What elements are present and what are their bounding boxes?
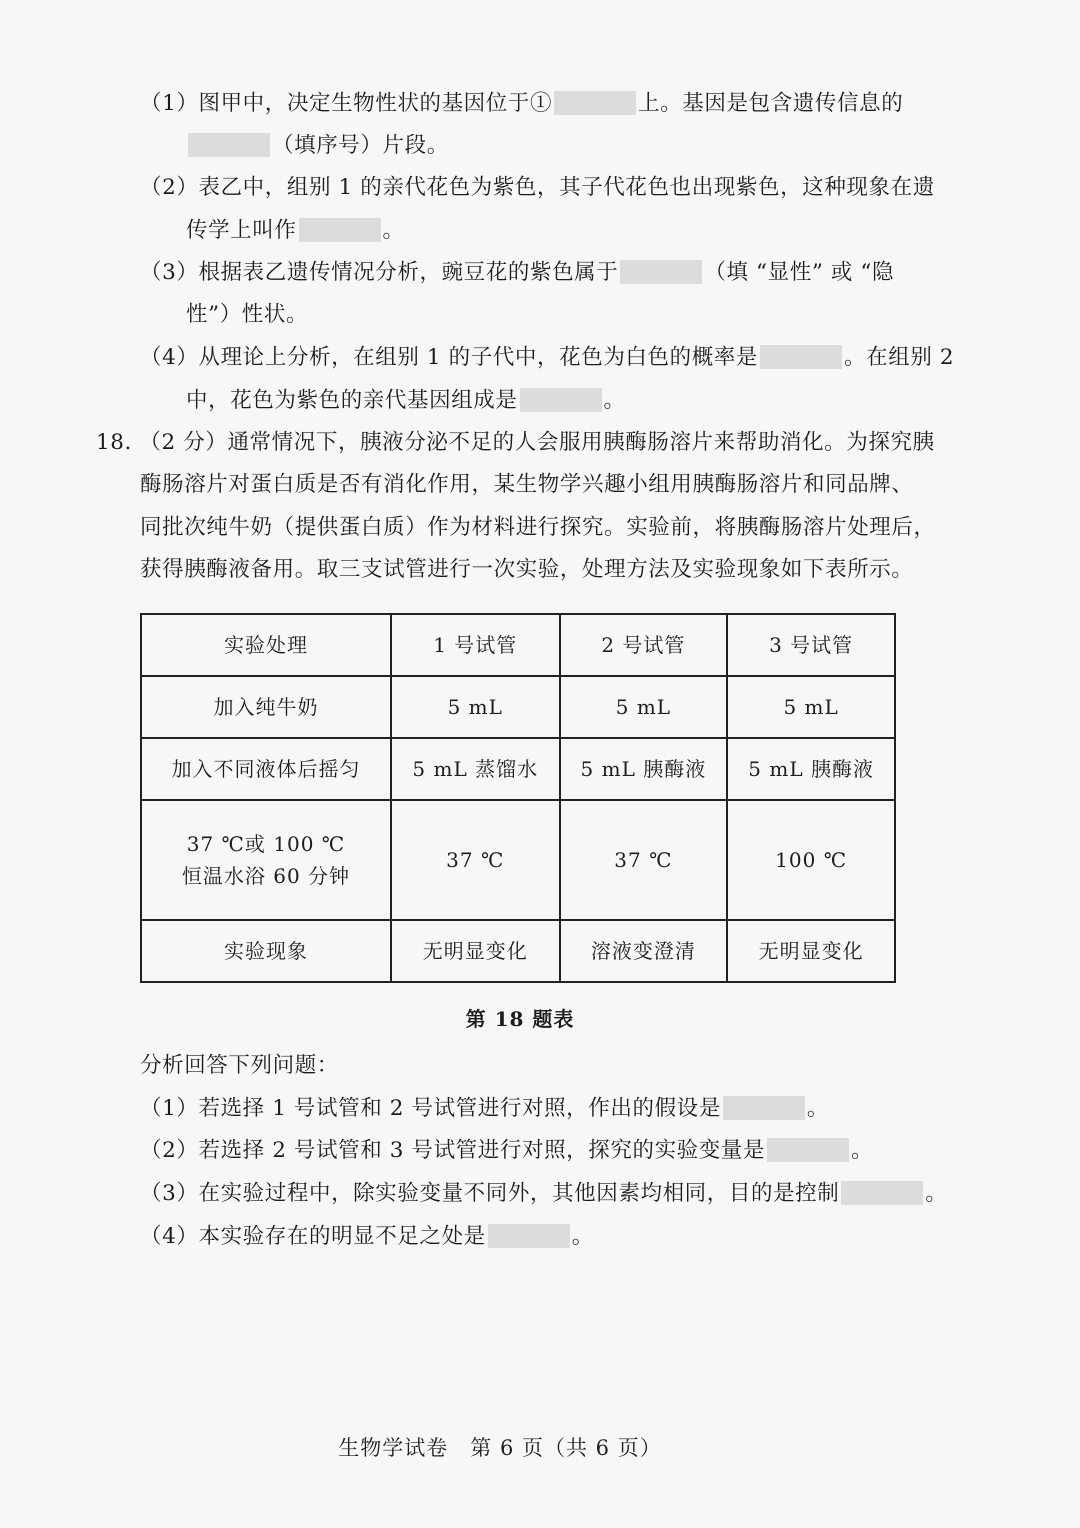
q17-part1-line2: （填序号）片段。 [186, 131, 449, 161]
q17-part3-line2: 性”）性状。 [186, 302, 309, 327]
table-cell: 无明显变化 [391, 920, 560, 982]
answer-blank [841, 1181, 923, 1205]
answer-blank [554, 91, 636, 115]
q18-intro-line4: 获得胰酶液备用。取三支试管进行一次实验，处理方法及实验现象如下表所示。 [140, 557, 914, 582]
q18-intro-line1: 18. （2 分）通常情况下，胰液分泌不足的人会服用胰酶肠溶片来帮助消化。为探究胰 [96, 430, 935, 455]
q17-part1-line1: （1）图甲中，决定生物性状的基因位于① 上。基因是包含遗传信息的 [140, 91, 904, 116]
q18-sub1: （1）若选择 1 号试管和 2 号试管进行对照，作出的假设是 。 [140, 1096, 829, 1121]
table-cell: 100 ℃ [727, 800, 895, 920]
q18-intro-line3: 同批次纯牛奶（提供蛋白质）作为材料进行探究。实验前，将胰酶肠溶片处理后， [140, 515, 936, 540]
answer-blank [520, 388, 602, 412]
table-cell: 37 ℃ [391, 800, 560, 920]
table-cell: 加入纯牛奶 [141, 676, 391, 738]
table-caption: 第 18 题表 [465, 1007, 575, 1031]
table-cell: 无明显变化 [727, 920, 895, 982]
table-row [141, 800, 895, 920]
table-row [141, 676, 895, 738]
table-cell: 1 号试管 [391, 614, 560, 676]
q18-prompt: 分析回答下列问题： [140, 1053, 339, 1078]
table-cell: 加入不同液体后摇匀 [141, 738, 391, 800]
experiment-table [140, 613, 896, 983]
table-cell [141, 800, 391, 920]
answer-blank [188, 133, 270, 157]
q17-part4-line2: 中，花色为紫色的亲代基因组成是 。 [186, 388, 626, 413]
q17-part4-line1: （4）从理论上分析，在组别 1 的子代中，花色为白色的概率是 。在组别 2 [140, 345, 955, 370]
q18-sub2: （2）若选择 2 号试管和 3 号试管进行对照，探究的实验变量是 。 [140, 1138, 874, 1163]
q17-part2-line1: （2）表乙中，组别 1 的亲代花色为紫色，其子代花色也出现紫色，这种现象在遗 [140, 175, 935, 200]
table-header-row [141, 614, 895, 676]
q18-intro-line2: 酶肠溶片对蛋白质是否有消化作用，某生物学兴趣小组用胰酶肠溶片和同品牌、 [140, 472, 914, 497]
answer-blank [620, 260, 702, 284]
answer-blank [488, 1224, 570, 1248]
table-row [141, 738, 895, 800]
table-cell: 2 号试管 [560, 614, 728, 676]
q17-part2-line2: 传学上叫作 。 [186, 218, 405, 243]
page-footer: 生物学试卷 第 6 页（共 6 页） [338, 1436, 662, 1460]
table-cell: 实验现象 [141, 920, 391, 982]
answer-blank [767, 1138, 849, 1162]
table-cell: 5 mL [560, 676, 728, 738]
answer-blank [299, 218, 381, 242]
cell-line: 恒温水浴 60 分钟 [181, 863, 351, 888]
table-row [141, 920, 895, 982]
table-cell: 实验处理 [141, 614, 391, 676]
table-cell: 37 ℃ [560, 800, 728, 920]
table-cell: 5 mL 胰酶液 [560, 738, 728, 800]
table-cell: 5 mL 胰酶液 [727, 738, 895, 800]
table-cell: 5 mL [727, 676, 895, 738]
q17-part3-line1: （3）根据表乙遗传情况分析，豌豆花的紫色属于 （填 “显性” 或 “隐 [140, 260, 895, 285]
table-cell: 3 号试管 [727, 614, 895, 676]
answer-blank [723, 1096, 805, 1120]
q18-sub3: （3）在实验过程中，除实验变量不同外，其他因素均相同，目的是控制 。 [140, 1181, 948, 1206]
table-cell: 5 mL [391, 676, 560, 738]
cell-line: 37 ℃或 100 ℃ [186, 831, 346, 856]
q18-sub4: （4）本实验存在的明显不足之处是 。 [140, 1224, 594, 1249]
table-cell: 溶液变澄清 [560, 920, 728, 982]
table-cell: 5 mL 蒸馏水 [391, 738, 560, 800]
answer-blank [760, 345, 842, 369]
